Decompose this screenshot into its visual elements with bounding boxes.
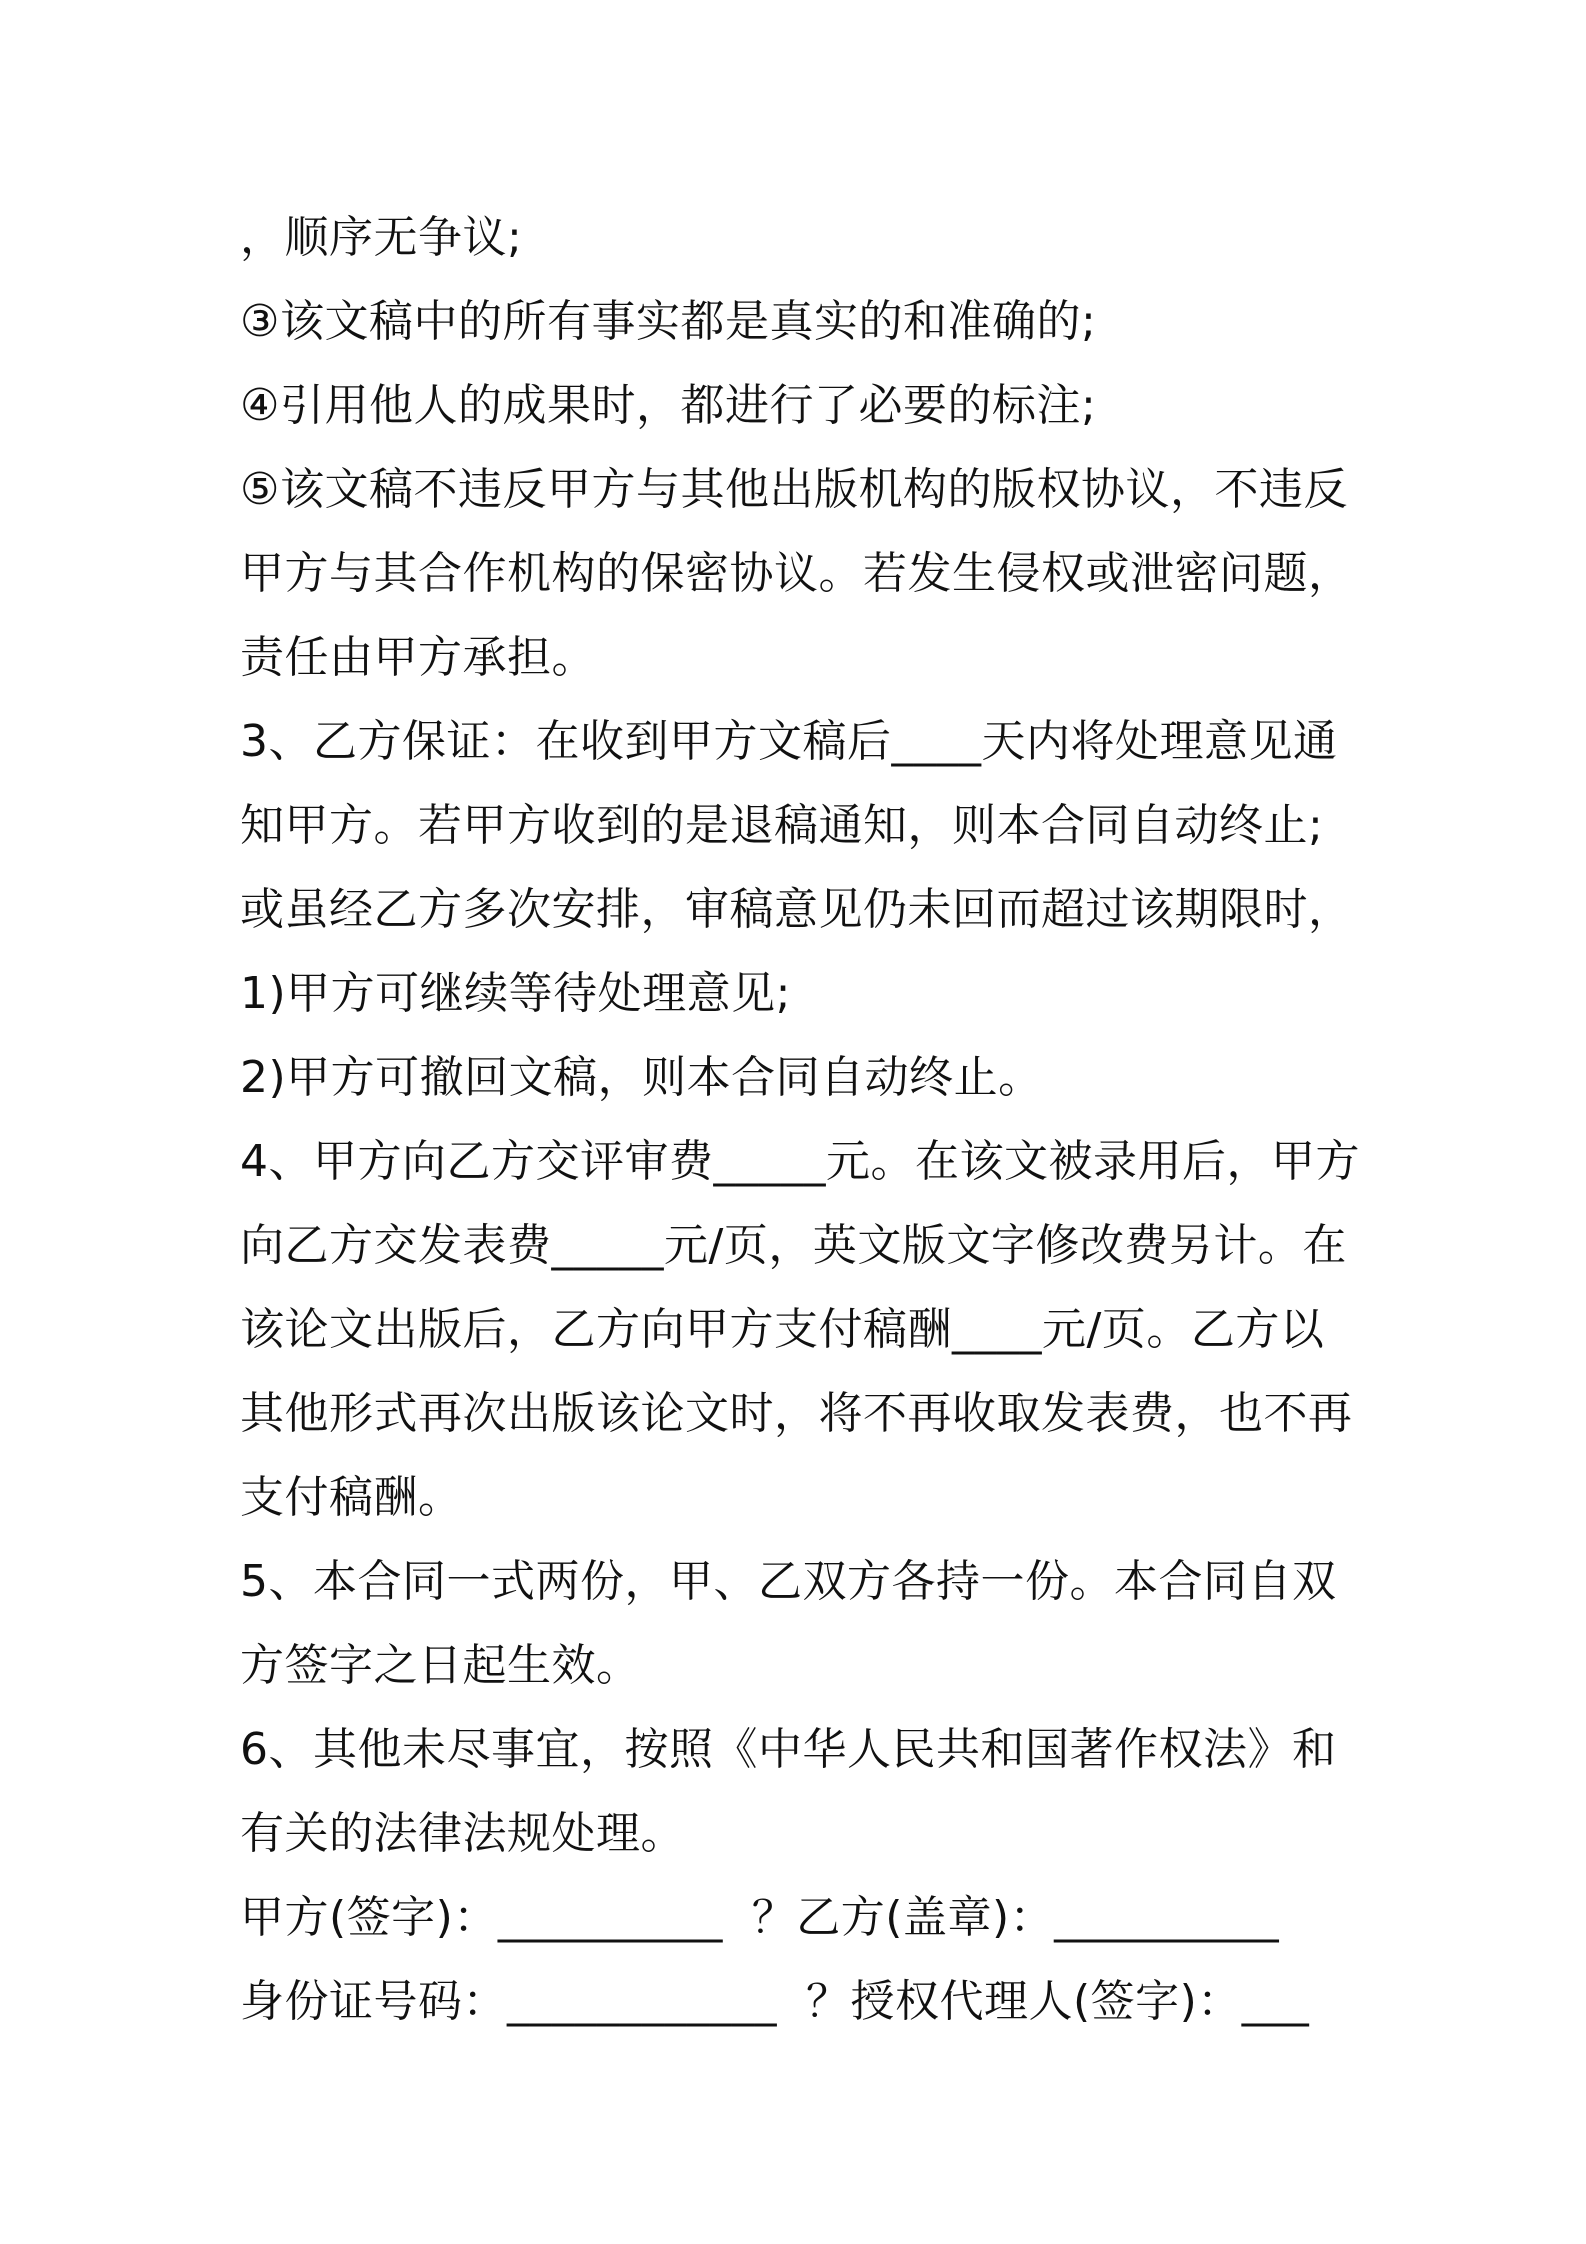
signature-row-id-agent: 身份证号码：____________ ？授权代理人(签字)：___ xyxy=(240,1976,1310,2027)
paragraph-item-4-citations: ④引用他人的成果时，都进行了必要的标注; xyxy=(240,380,1097,431)
signature-row-party-a-b: 甲方(签字)：__________ ？乙方(盖章)：__________ xyxy=(240,1892,1280,1943)
paragraph-order-no-dispute: ，顺序无争议; xyxy=(240,212,523,263)
paragraph-clause-3-option-1: 1)甲方可继续等待处理意见; xyxy=(240,968,791,1019)
document-body xyxy=(240,196,1360,2044)
paragraph-clause-5-copies: 5、本合同一式两份，甲、乙双方各持一份。本合同自双方签字之日起生效。 xyxy=(240,1556,1337,1691)
paragraph-item-3-facts: ③该文稿中的所有事实都是真实的和准确的; xyxy=(240,296,1097,347)
paragraph-clause-6-other: 6、其他未尽事宜，按照《中华人民共和国著作权法》和有关的法律法规处理。 xyxy=(240,1724,1337,1859)
paragraph-clause-3-option-2: 2)甲方可撤回文稿，则本合同自动终止。 xyxy=(240,1052,1043,1103)
paragraph-clause-3: 3、乙方保证：在收到甲方文稿后____天内将处理意见通知甲方。若甲方收到的是退稿通知，则本合同自动终止;或虽经乙方多次安排，审稿意见仍未回而超过该期限时， xyxy=(240,716,1353,935)
paragraph-clause-4-fees: 4、甲方向乙方交评审费_____元。在该文被录用后，甲方向乙方交发表费_____元/页，英文版文字修改费另计。在该论文出版后，乙方向甲方支付稿酬____元/页。乙方以其他形式再次出版该论文时，将不再收取发表费，也不再支付稿酬。 xyxy=(240,1136,1360,1523)
paragraph-item-5-copyright: ⑤该文稿不违反甲方与其他出版机构的版权协议，不违反甲方与其合作机构的保密协议。若发生侵权或泄密问题，责任由甲方承担。 xyxy=(240,464,1353,683)
